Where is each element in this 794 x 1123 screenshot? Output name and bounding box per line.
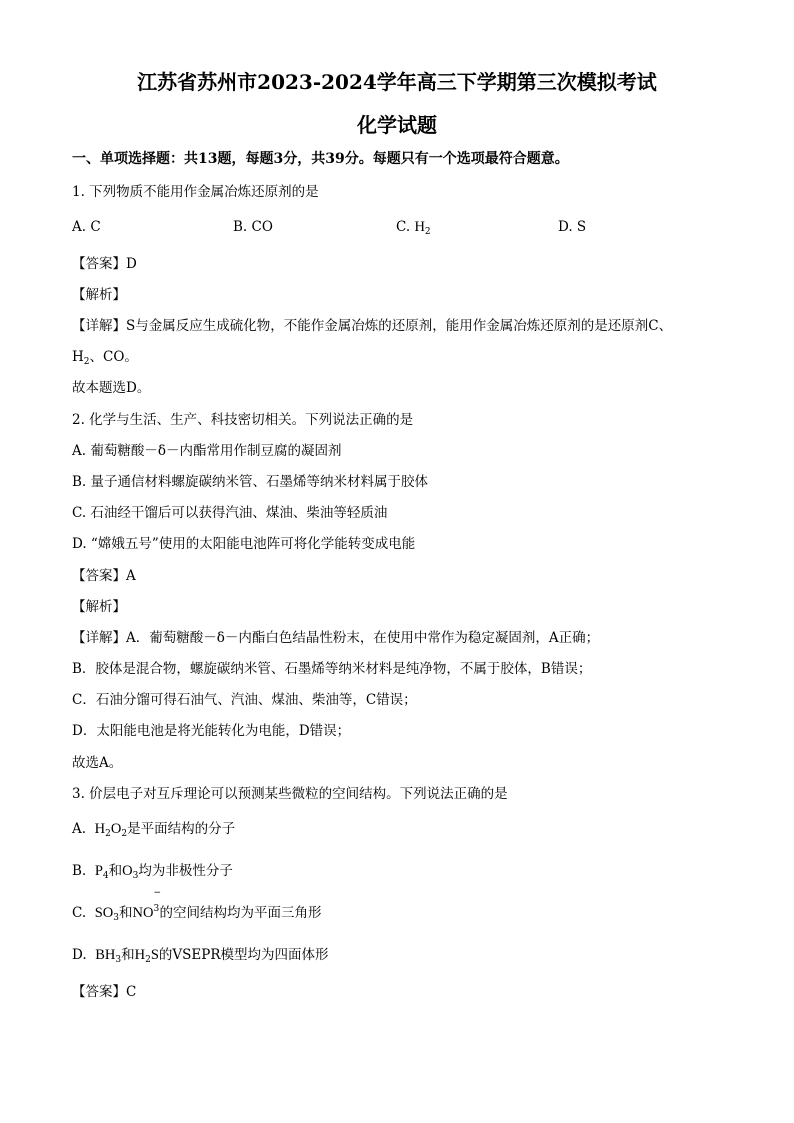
q1-detail-line-1: 【详解】S与金属反应生成硫化物，不能作金属冶炼的还原剂，能用作金属冶炼还原剂的是还原剂C、 xyxy=(72,318,673,334)
q1-conclusion: 故本题选D。 xyxy=(72,380,151,396)
exam-title: 江苏省苏州市2023-2024学年高三下学期第三次模拟考试 xyxy=(137,70,657,94)
q3-option-a: A. $H_2O_2$是平面结构的分子 xyxy=(72,821,236,839)
q2-option-c: C. 石油经干馏后可以获得汽油、煤油、柴油等轻质油 xyxy=(72,505,388,521)
q2-option-d: D. “嫦娥五号”使用的太阳能电池阵可将化学能转变成电能 xyxy=(72,536,416,552)
question-1-stem: 1. 下列物质不能用作金属冶炼还原剂的是 xyxy=(72,184,319,200)
q1-detail-line-2: $H_2$、CO。 xyxy=(72,349,138,367)
q3-option-d: D. $BH_3$和$H_2S$的VSEPR模型均为四面体形 xyxy=(72,947,329,965)
q1-option-d: D. S xyxy=(558,219,587,235)
question-3-stem: 3. 价层电子对互斥理论可以预测某些微粒的空间结构。下列说法正确的是 xyxy=(72,786,508,802)
q2-option-a: A. 葡萄糖酸－δ－内酯常用作制豆腐的凝固剂 xyxy=(72,443,342,459)
q1-answer: 【答案】D xyxy=(72,256,137,272)
section-heading: 一、单项选择题：共13题，每题3分，共39分。每题只有一个选项最符合题意。 xyxy=(72,151,569,167)
question-1-options xyxy=(72,217,722,239)
question-2-stem: 2. 化学与生活、生产、科技密切相关。下列说法正确的是 xyxy=(72,412,414,428)
exam-subtitle: 化学试题 xyxy=(357,113,437,137)
q2-conclusion: 故选A。 xyxy=(72,755,123,771)
q1-option-c: C. $H_2$ xyxy=(396,219,431,237)
q2-detail-d: D．太阳能电池是将光能转化为电能，D错误； xyxy=(72,723,351,739)
q2-answer: 【答案】A xyxy=(72,568,136,584)
q3-answer: 【答案】C xyxy=(72,984,137,1000)
q2-detail-c: C．石油分馏可得石油气、汽油、煤油、柴油等，C错误； xyxy=(72,692,417,708)
q2-option-b: B. 量子通信材料螺旋碳纳米管、石墨烯等纳米材料属于胶体 xyxy=(72,474,429,490)
q2-analysis-label: 【解析】 xyxy=(72,599,126,615)
q1-option-a: A. C xyxy=(72,219,101,235)
q1-option-b: B. CO xyxy=(233,219,273,235)
q3-option-c: C. $SO_3$和NO − 3 的空间结构均为平面三角形 xyxy=(72,888,322,923)
q1-analysis-label: 【解析】 xyxy=(72,287,126,303)
q2-detail-b: B．胶体是混合物，螺旋碳纳米管、石墨烯等纳米材料是纯净物，不属于胶体，B错误； xyxy=(72,661,592,677)
q2-detail-a: 【详解】A．葡萄糖酸－δ－内酯白色结晶性粉末，在使用中常作为稳定凝固剂，A正确； xyxy=(72,630,600,646)
q3-option-b: B. $P_4$和$O_3$均为非极性分子 xyxy=(72,863,233,881)
